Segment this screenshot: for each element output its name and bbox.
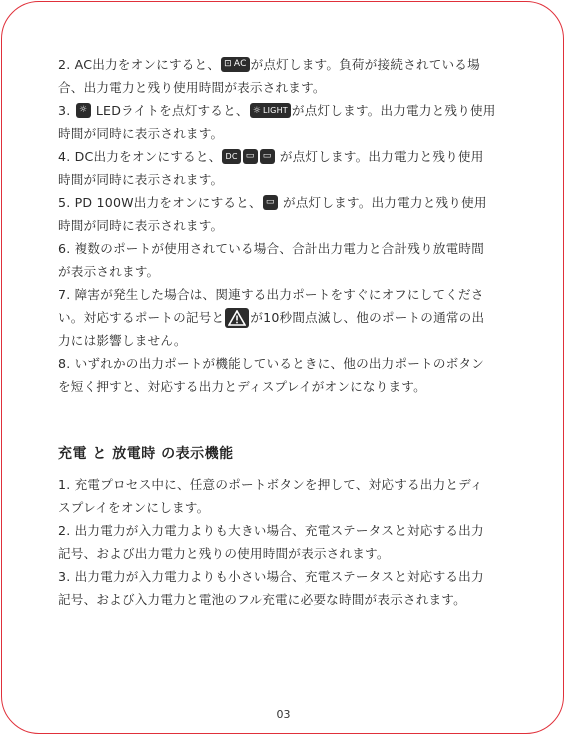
text-segment: 8. いずれかの出力ポートが機能しているときに、他の出力ポートのボタン (58, 356, 485, 371)
text-line (58, 191, 520, 214)
text-segment: 時間が同時に表示されます。 (58, 218, 224, 233)
text-line (58, 283, 520, 306)
text-segment: が表示されます。 (58, 264, 160, 279)
text-segment: LEDライトを点灯すると、 (95, 103, 249, 118)
text-line: 3. 出力電力が入力電力よりも小さい場合、充電ステータスと対応する出力 (58, 569, 484, 584)
text-segment: が点灯します。出力電力と残り使用 (291, 103, 496, 118)
text-line (58, 76, 520, 99)
ac-badge-label: AC (233, 59, 247, 69)
text-line: 2. 出力電力が入力電力よりも大きい場合、充電ステータスと対応する出力 (58, 523, 484, 538)
text-segment: 4. DC出力をオンにすると、 (58, 149, 222, 164)
text-line (58, 53, 520, 76)
dc-badge: DC (222, 149, 240, 164)
page-number: 03 (276, 708, 291, 721)
text-segment: が10秒間点滅し、他のポートの通常の出 (250, 310, 485, 325)
text-line (58, 329, 520, 352)
text-segment: 合、出力電力と残り使用時間が表示されます。 (58, 80, 326, 95)
text-line (58, 214, 520, 237)
light-badge (250, 103, 291, 118)
text-segment: 6. 複数のポートが使用されている場合、合計出力電力と合計残り放電時間 (58, 241, 485, 256)
text-segment: 力には影響しません。 (58, 333, 187, 348)
ac-badge (221, 57, 249, 72)
warning-icon (225, 308, 249, 328)
text-segment: が点灯します。出力電力と残り使用 (279, 149, 484, 164)
output-instructions (58, 53, 520, 398)
sun-icon: ☼ (76, 103, 91, 118)
text-segment: 7. 障害が発生した場合は、関連する出力ポートをすぐにオフにしてくださ (58, 287, 484, 302)
text-line (58, 260, 520, 283)
sun-icon: ☼ (252, 106, 261, 116)
text-line (58, 237, 520, 260)
usb-c-port-icon: ▭ (263, 195, 278, 210)
text-segment: 2. AC出力をオンにすると、 (58, 57, 221, 72)
charge-instructions (58, 473, 520, 611)
text-segment: が点灯します。出力電力と残り使用 (282, 195, 487, 210)
text-line: スプレイをオンにします。 (58, 500, 210, 515)
text-line (58, 99, 520, 122)
text-segment: 時間が同時に表示されます。 (58, 172, 224, 187)
text-line: 記号、および入力電力と電池のフル充電に必要な時間が表示されます。 (58, 592, 466, 607)
usb-port-icon: ▭ (243, 149, 258, 164)
text-line (58, 306, 520, 329)
text-line (58, 352, 520, 375)
text-line: 1. 充電プロセス中に、任意のポートボタンを押して、対応する出力とディ (58, 477, 483, 492)
text-line (58, 122, 520, 145)
light-badge-label: LIGHT (262, 106, 288, 115)
text-segment: い。対応するポートの記号と (58, 310, 225, 325)
text-line (58, 375, 520, 398)
text-segment: 3. (58, 103, 75, 118)
text-line (58, 168, 520, 191)
text-line: 記号、および出力電力と残りの使用時間が表示されます。 (58, 546, 390, 561)
usb-c-port-icon: ▭ (260, 149, 275, 164)
text-segment: 時間が同時に表示されます。 (58, 126, 224, 141)
outlet-icon: ⊡ (224, 59, 232, 69)
text-segment: 5. PD 100W出力をオンにすると、 (58, 195, 262, 210)
text-line (58, 145, 520, 168)
text-segment: を短く押すと、対応する出力とディスプレイがオンになります。 (58, 379, 426, 394)
section-heading: 充電 と 放電時 の表示機能 (58, 446, 234, 462)
text-segment: が点灯します。負荷が接続されている場 (250, 57, 480, 72)
